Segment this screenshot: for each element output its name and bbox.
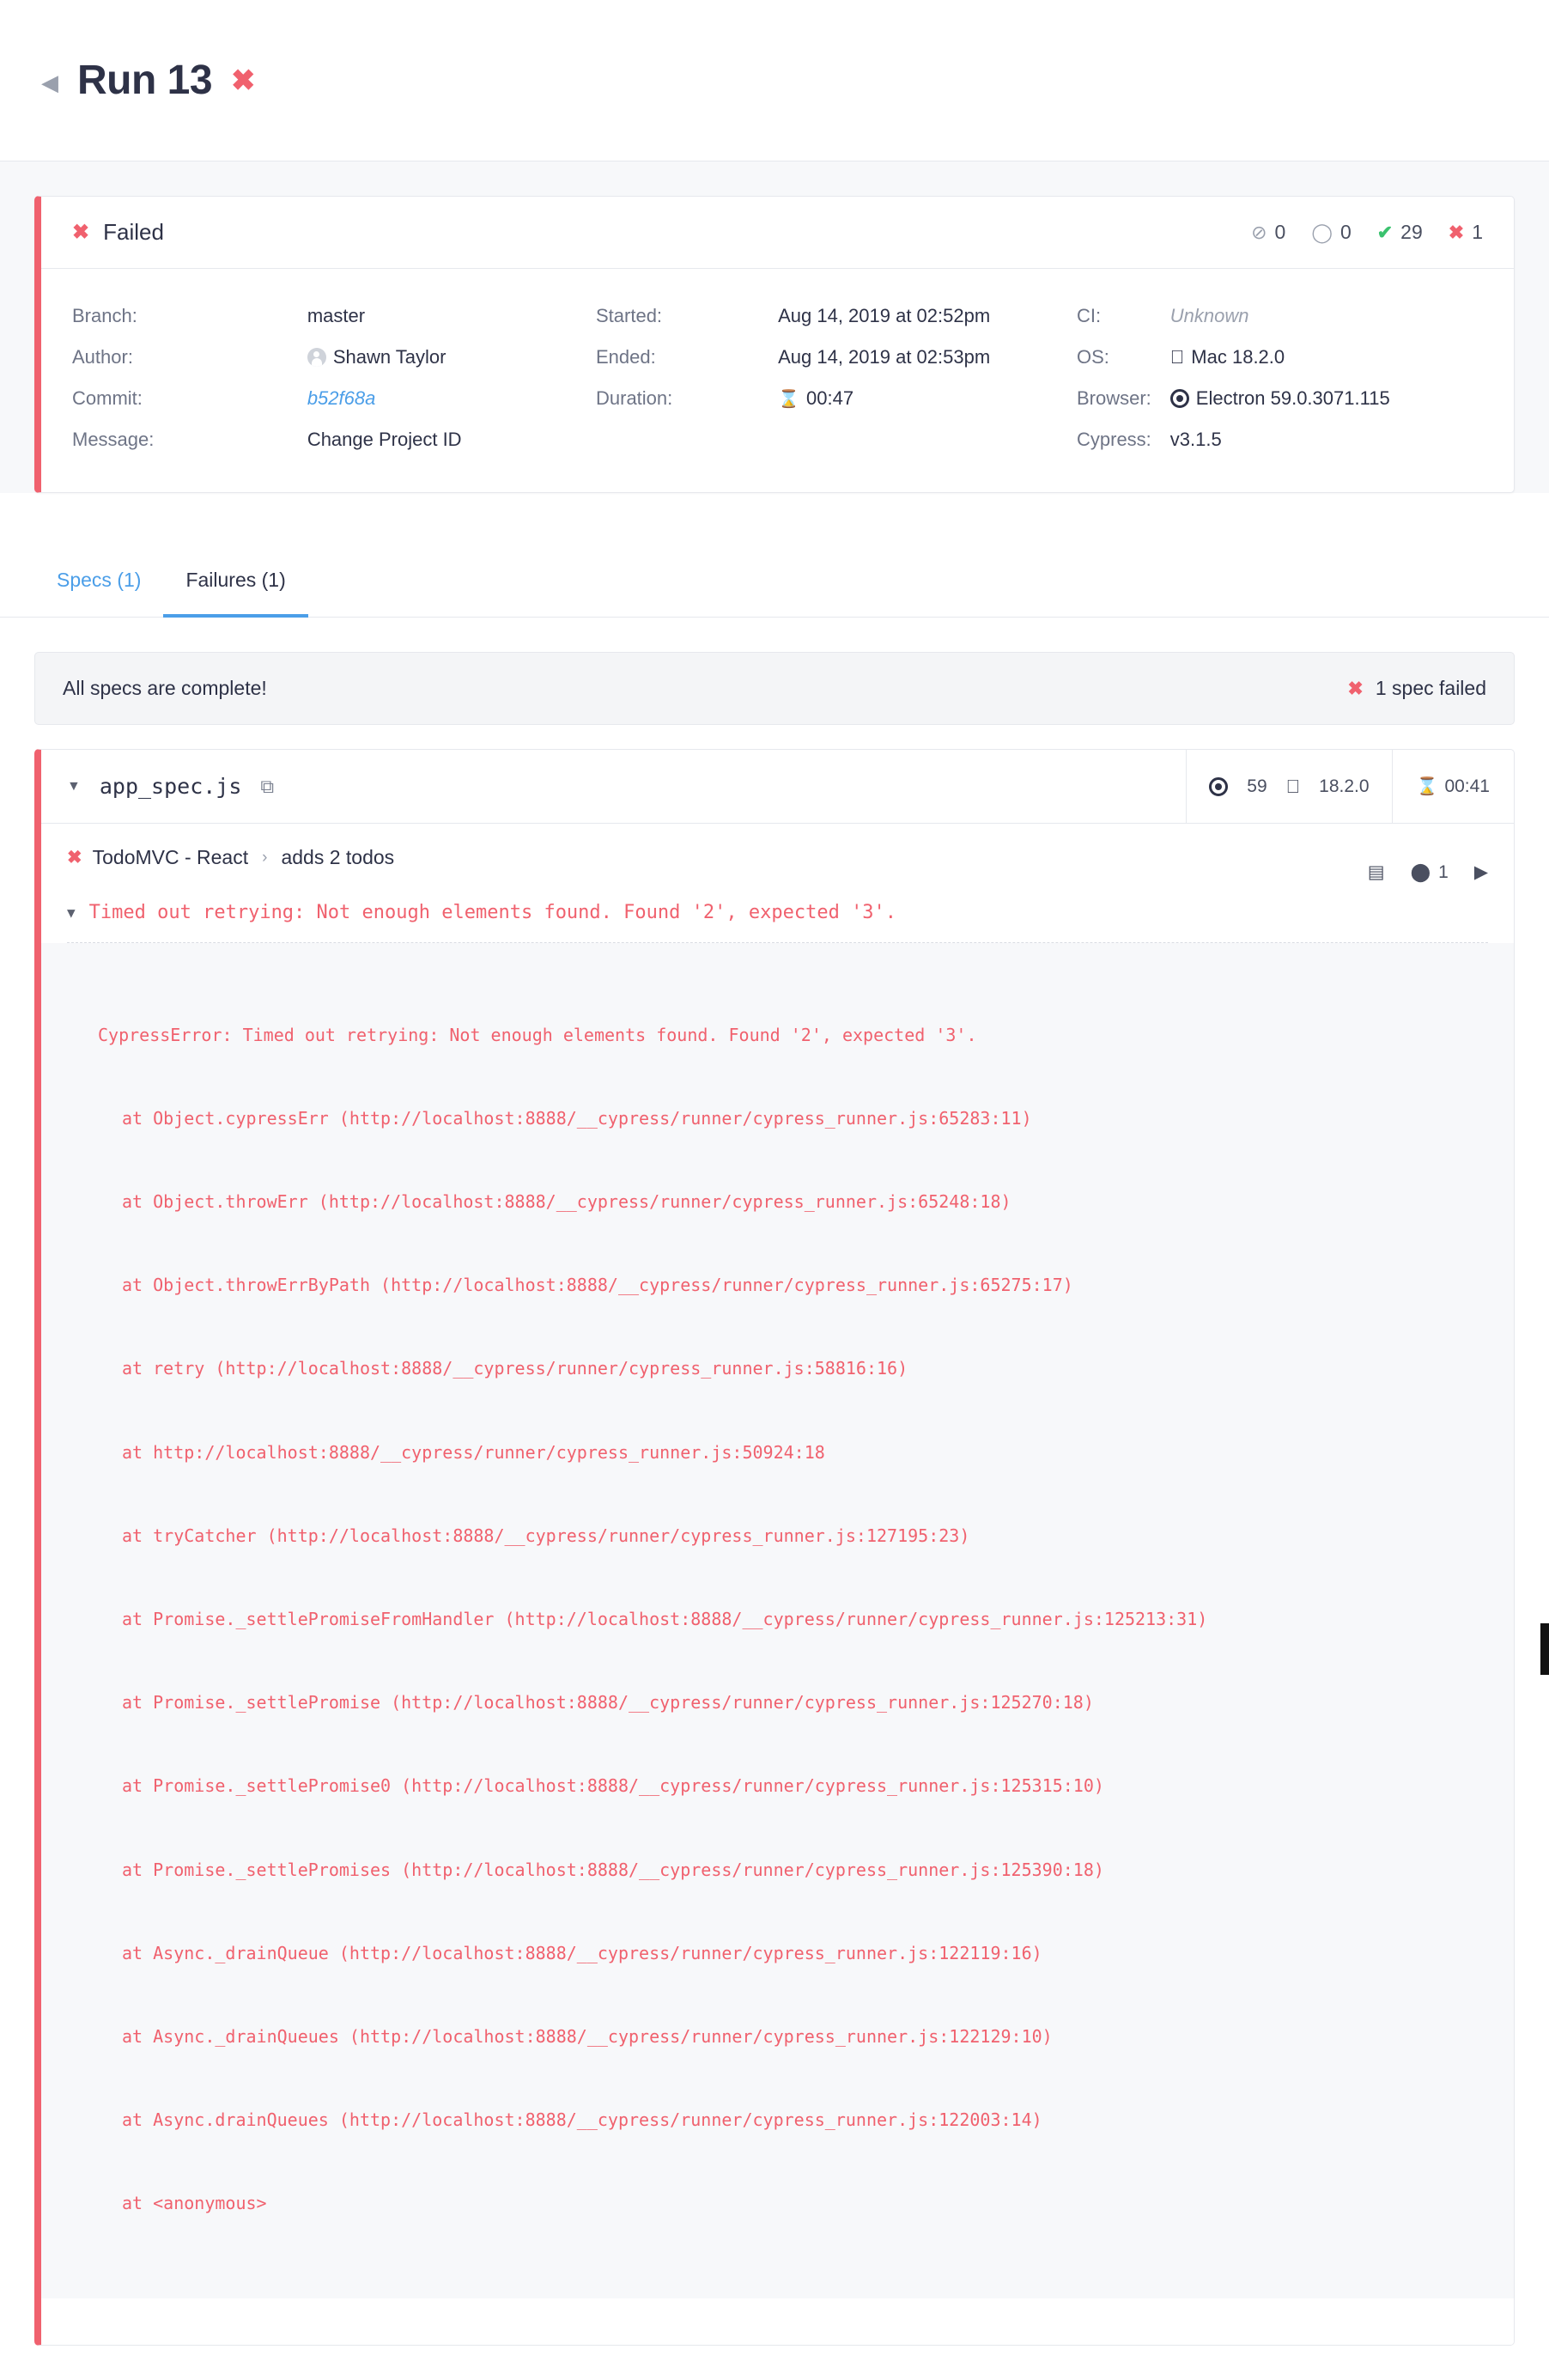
summary-column-git [72, 305, 596, 451]
count-passed [1377, 221, 1423, 244]
chevron-down-icon[interactable]: ▼ [67, 778, 81, 794]
pending-count: 0 [1339, 221, 1352, 243]
spec-card-footer [41, 2298, 1514, 2345]
hourglass-icon: ⌛ [1416, 777, 1438, 796]
apple-icon [1286, 776, 1301, 798]
error-summary-text: Timed out retrying: Not enough elements found. Found '2', expected '3'. [88, 902, 897, 923]
ci-value: Unknown [1169, 305, 1249, 326]
stack-line: at Promise._settlePromise0 (http://localhost:8888/__cypress/runner/cypress_runner.js:125315:10) [122, 1775, 1104, 1797]
stack-line: at Object.cypressErr (http://localhost:8888/__cypress/runner/cypress_runner.js:65283:11) [122, 1107, 1032, 1129]
play-video-icon[interactable]: ▶ [1473, 862, 1488, 882]
avatar [307, 348, 326, 367]
chevron-down-icon[interactable]: ▼ [67, 904, 76, 921]
branch-value: master [307, 305, 366, 326]
count-failed [1449, 221, 1483, 244]
commit-value-wrap [307, 387, 596, 410]
failed-count: 1 [1472, 221, 1483, 243]
page-title: Run 13 [77, 58, 213, 103]
status-badge [72, 219, 164, 246]
duration-label: Duration: [596, 387, 673, 409]
apple-icon [1170, 346, 1185, 368]
os-value-wrap [1170, 346, 1390, 368]
spec-filename: app_spec.js [99, 774, 242, 799]
spec-header[interactable] [41, 750, 1514, 824]
chrome-icon [1170, 389, 1189, 408]
failed-count-icon: ✖ [1448, 221, 1465, 243]
summary-section [0, 161, 1549, 493]
completion-text: All specs are complete! [63, 677, 267, 699]
author-value-wrap [307, 346, 596, 368]
spec-browser-version: 59 [1247, 776, 1267, 796]
started-value: Aug 14, 2019 at 02:52pm [778, 305, 991, 326]
stack-line: at Async._drainQueue (http://localhost:8888/__cypress/runner/cypress_runner.js:122119:16) [122, 1942, 1042, 1963]
stack-line: at Object.throwErr (http://localhost:8888/__cypress/runner/cypress_runner.js:65248:18) [122, 1191, 1011, 1213]
breadcrumb-separator-icon: › [262, 848, 268, 867]
failed-spec-summary [1347, 677, 1486, 700]
run-summary-header [41, 197, 1514, 269]
error-stack-trace [41, 943, 1514, 2298]
test-block [41, 824, 1514, 943]
spec-duration [1392, 750, 1514, 823]
skipped-count: 0 [1274, 221, 1286, 243]
stack-line: CypressError: Timed out retrying: Not enough elements found. Found '2', expected '3'. [98, 1024, 977, 1045]
spec-card [34, 749, 1515, 2346]
camera-icon: ⬤ [1410, 862, 1431, 882]
browser-value: Electron 59.0.3071.115 [1195, 387, 1390, 409]
os-label: OS: [1077, 346, 1109, 368]
ci-label: CI: [1077, 305, 1102, 326]
tabs-wrapper [0, 545, 1549, 618]
passed-count: 29 [1400, 221, 1423, 243]
spec-duration-value: 00:41 [1444, 776, 1490, 796]
failed-spec-text: 1 spec failed [1375, 677, 1486, 699]
copy-icon[interactable]: ⧉ [260, 775, 275, 797]
run-status-icon: ✖ [231, 64, 256, 97]
chrome-icon [1209, 777, 1228, 796]
tab-failures[interactable]: Failures (1) [163, 545, 307, 618]
test-counts [1251, 221, 1483, 244]
spec-browser-meta [1186, 750, 1391, 823]
stack-line: at Object.throwErrByPath (http://localhost:8888/__cypress/runner/cypress_runner.js:65275:17) [122, 1275, 1073, 1296]
ended-value: Aug 14, 2019 at 02:53pm [778, 346, 991, 368]
duration-value-wrap [778, 387, 1077, 410]
hourglass-icon: ⌛ [778, 389, 799, 409]
count-pending [1311, 221, 1351, 244]
stack-line: at Async.drainQueues (http://localhost:8888/__cypress/runner/cypress_runner.js:122003:14) [122, 2109, 1042, 2131]
page-header [0, 0, 1549, 161]
summary-column-env [1077, 305, 1390, 451]
log-icon[interactable]: ▤ [1367, 862, 1385, 882]
message-label: Message: [72, 429, 155, 450]
test-name: adds 2 todos [281, 846, 395, 868]
branch-label: Branch: [72, 305, 137, 326]
stack-line: at retry (http://localhost:8888/__cypress/runner/cypress_runner.js:58816:16) [122, 1358, 908, 1379]
stack-line: at Promise._settlePromise (http://localhost:8888/__cypress/runner/cypress_runner.js:125270:18) [122, 1692, 1094, 1713]
screenshot-count: 1 [1438, 861, 1449, 882]
run-summary-card [34, 196, 1515, 493]
tab-specs[interactable]: Specs (1) [57, 569, 142, 591]
author-value: Shawn Taylor [332, 346, 446, 368]
run-summary-body [41, 269, 1514, 492]
stack-line: at tryCatcher (http://localhost:8888/__cypress/runner/cypress_runner.js:127195:23) [122, 1525, 970, 1546]
ci-value-wrap [1170, 305, 1390, 327]
test-failed-icon: ✖ [67, 848, 82, 867]
commit-label: Commit: [72, 387, 143, 409]
pending-icon: ◯ [1311, 221, 1333, 243]
spec-name-wrap[interactable] [41, 750, 1186, 823]
test-actions [1368, 846, 1488, 883]
passed-icon: ✔ [1376, 221, 1394, 243]
completion-notice [34, 652, 1515, 725]
author-label: Author: [72, 346, 133, 368]
skipped-icon: ⊘ [1251, 221, 1267, 243]
browser-label: Browser: [1077, 387, 1151, 409]
test-row [67, 846, 1488, 883]
test-suite-name: TodoMVC - React [92, 846, 249, 868]
browser-value-wrap [1170, 387, 1390, 410]
stack-line: at Promise._settlePromiseFromHandler (http://localhost:8888/__cypress/runner/cypress_runner.js:125213:31) [122, 1608, 1208, 1629]
cypress-value: v3.1.5 [1169, 429, 1222, 450]
screenshot-action[interactable] [1411, 861, 1449, 883]
failed-icon: ✖ [72, 221, 90, 244]
ended-label: Ended: [596, 346, 656, 368]
error-summary-row[interactable] [67, 902, 1488, 943]
test-title [67, 846, 394, 869]
stack-line: at <anonymous> [122, 2193, 267, 2214]
tab-bar [0, 545, 1549, 618]
status-text: Failed [103, 219, 164, 245]
scrollbar-thumb[interactable] [1540, 1623, 1549, 1675]
os-value: Mac 18.2.0 [1176, 346, 1271, 368]
commit-link[interactable]: b52f68a [307, 387, 376, 409]
count-skipped [1251, 221, 1285, 244]
back-arrow-icon[interactable]: ◀ [41, 69, 58, 95]
duration-value: 00:47 [806, 387, 854, 409]
cypress-label: Cypress: [1077, 429, 1151, 450]
failures-section [0, 618, 1549, 2380]
spec-os-version: 18.2.0 [1319, 776, 1370, 796]
stack-line: at Promise._settlePromises (http://localhost:8888/__cypress/runner/cypress_runner.js:125390:18) [122, 1859, 1104, 1880]
started-label: Started: [596, 305, 663, 326]
message-value: Change Project ID [307, 429, 462, 450]
stack-line: at Async._drainQueues (http://localhost:8888/__cypress/runner/cypress_runner.js:122129:10) [122, 2025, 1053, 2047]
stack-line: at http://localhost:8888/__cypress/runner/cypress_runner.js:50924:18 [122, 1441, 825, 1463]
summary-column-timing [596, 305, 1077, 451]
failed-icon: ✖ [1347, 677, 1364, 699]
